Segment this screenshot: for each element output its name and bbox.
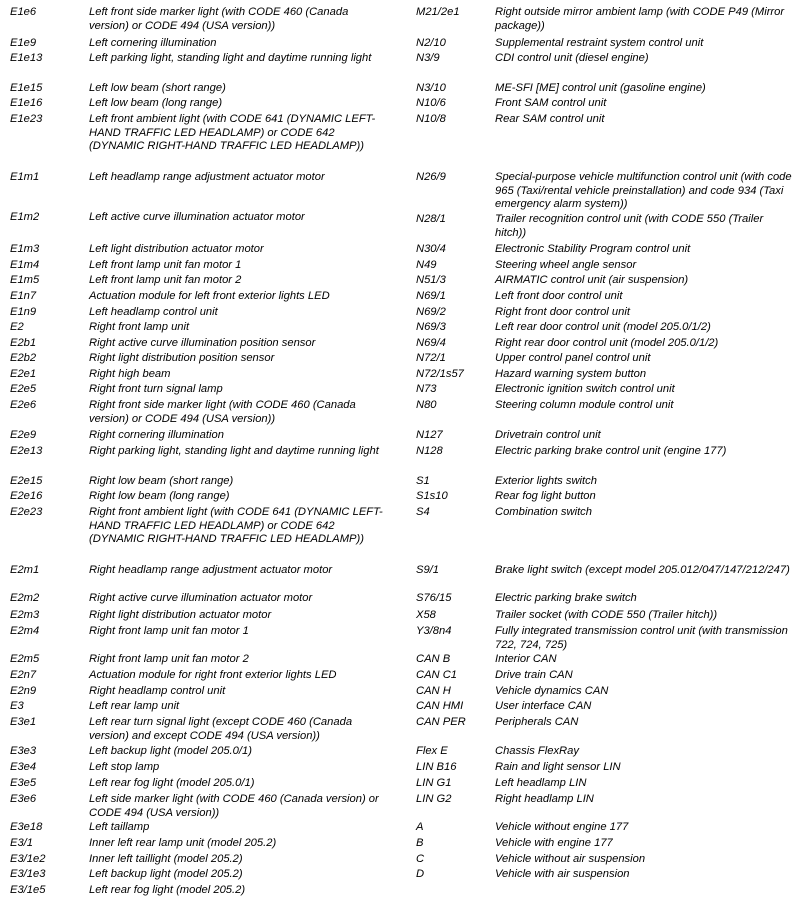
component-code: N3/10 [416,82,446,94]
component-code: E2m1 [10,564,40,576]
component-code: D [416,868,425,880]
component-description: Left front side marker light (with CODE 460 (Canada version) or CODE 494 (USA version)) [89,6,349,32]
component-description: Peripherals CAN [495,716,579,728]
component-code: LIN G2 [416,793,452,805]
component-description: Upper control panel control unit [495,352,651,364]
component-description: Vehicle without air suspension [495,853,646,865]
component-description: Right front side marker light (with CODE 460 (Canada version) or CODE 494 (USA version)) [89,399,356,425]
component-description: Left rear lamp unit [89,700,180,712]
component-code: N30/4 [416,243,446,255]
component-code: E3/1e5 [10,884,46,896]
component-description: Brake light switch (except model 205.012/047/147/212/247) [495,564,790,576]
component-code: N26/9 [416,171,446,183]
component-code: M21/2e1 [416,6,460,18]
component-code: CAN B [416,653,451,665]
component-description: Right cornering illumination [89,429,224,441]
component-code: E2b1 [10,337,37,349]
component-code: E3/1 [10,837,34,849]
component-code: E2m5 [10,653,40,665]
component-description: Vehicle with engine 177 [495,837,613,849]
component-description: Actuation module for left front exterior lights LED [89,290,330,302]
component-code: E1e15 [10,82,43,94]
component-description: Left front ambient light (with CODE 641 (DYNAMIC LEFT-HAND TRAFFIC LED HEADLAMP) or CODE 642 (DYNAMIC RIGHT-HAND TRAFFIC LED HEADLAMP)) [89,113,376,152]
component-code: Y3/8n4 [416,625,452,637]
component-description: Right headlamp control unit [89,685,226,697]
component-description: Right front door control unit [495,306,630,318]
component-description: Steering wheel angle sensor [495,259,637,271]
component-code: N69/1 [416,290,446,302]
component-description: Left rear door control unit (model 205.0/1/2) [495,321,711,333]
component-code: S1s10 [416,490,448,502]
component-code: E1e23 [10,113,43,125]
component-code: E2e9 [10,429,37,441]
component-description: Left front lamp unit fan motor 2 [89,274,242,286]
component-code: E1e13 [10,52,43,64]
component-description: Right active curve illumination position sensor [89,337,316,349]
component-description: Drivetrain control unit [495,429,601,441]
component-description: CDI control unit (diesel engine) [495,52,649,64]
component-code: N69/3 [416,321,446,333]
component-description: Left low beam (long range) [89,97,223,109]
component-description: Left backup light (model 205.0/1) [89,745,252,757]
component-code: N3/9 [416,52,440,64]
component-code: E2e23 [10,506,43,518]
component-description: Right front ambient light (with CODE 641 (DYNAMIC LEFT-HAND TRAFFIC LED HEADLAMP) or CODE 642 (DYNAMIC RIGHT-HAND TRAFFIC LED HEADLAMP)) [89,506,383,545]
component-code: Flex E [416,745,448,757]
component-code: E2e1 [10,368,37,380]
component-code: E2n7 [10,669,37,681]
component-description: Supplemental restraint system control unit [495,37,704,49]
component-description: Interior CAN [495,653,557,665]
component-description: Left rear turn signal light (except CODE 460 (Canada version) and except CODE 494 (USA version)) [89,716,353,742]
component-description: Left headlamp LIN [495,777,587,789]
component-description: Electric parking brake switch [495,592,637,604]
component-code: CAN H [416,685,451,697]
component-description: Electric parking brake control unit (engine 177) [495,445,727,457]
component-code: A [416,821,424,833]
component-code: E1m2 [10,211,40,223]
component-code: E1m5 [10,274,40,286]
component-description: Left front door control unit [495,290,623,302]
component-description: Chassis FlexRay [495,745,579,757]
component-description: Vehicle dynamics CAN [495,685,609,697]
component-description: Right high beam [89,368,171,380]
component-code: N10/8 [416,113,446,125]
component-description: Left parking light, standing light and daytime running light [89,52,372,64]
component-code: N69/4 [416,337,446,349]
component-code: E2m2 [10,592,40,604]
component-code: N49 [416,259,437,271]
component-code: E2 [10,321,24,333]
component-code: E1m4 [10,259,40,271]
component-description: Left active curve illumination actuator motor [89,211,305,223]
component-code: E1e9 [10,37,37,49]
component-code: E2e6 [10,399,37,411]
component-description: Left low beam (short range) [89,82,226,94]
component-code: E1n7 [10,290,37,302]
component-code: C [416,853,425,865]
component-code: X58 [416,609,436,621]
component-description: Exterior lights switch [495,475,597,487]
component-code: N28/1 [416,213,446,225]
component-description: Left headlamp control unit [89,306,218,318]
component-description: Front SAM control unit [495,97,607,109]
component-description: Vehicle without engine 177 [495,821,629,833]
component-code: E1m3 [10,243,40,255]
component-code: E1n9 [10,306,37,318]
component-code: N72/1 [416,352,446,364]
component-description: Left stop lamp [89,761,160,773]
component-code: CAN C1 [416,669,458,681]
component-code: N51/3 [416,274,446,286]
component-description: Drive train CAN [495,669,573,681]
component-description: Right parking light, standing light and daytime running light [89,445,379,457]
component-code: E3 [10,700,24,712]
component-description: Left side marker light (with CODE 460 (Canada version) or CODE 494 (USA version)) [89,793,379,819]
component-code: E3e1 [10,716,37,728]
component-description: Actuation module for right front exterior lights LED [89,669,337,681]
component-description: Right low beam (long range) [89,490,230,502]
component-code: N69/2 [416,306,446,318]
component-description: Electronic ignition switch control unit [495,383,675,395]
component-description: Left rear fog light (model 205.0/1) [89,777,255,789]
component-code: E1e6 [10,6,37,18]
component-code: E2e16 [10,490,43,502]
component-code: E2e15 [10,475,43,487]
component-description: Right front turn signal lamp [89,383,223,395]
component-description: Special-purpose vehicle multifunction control unit (with code 965 (Taxi/rental vehicle preinstallation) and code 934 (Taxi emergency alarm system)) [495,171,792,210]
component-code: E2b2 [10,352,37,364]
component-description: ME-SFI [ME] control unit (gasoline engine) [495,82,706,94]
component-code: E1m1 [10,171,40,183]
component-description: Rear SAM control unit [495,113,605,125]
component-code: E3e6 [10,793,37,805]
component-description: Right rear door control unit (model 205.0/1/2) [495,337,719,349]
component-description: Inner left taillight (model 205.2) [89,853,243,865]
component-description: AIRMATIC control unit (air suspension) [495,274,689,286]
component-description: Vehicle with air suspension [495,868,630,880]
component-code: N10/6 [416,97,446,109]
component-description: Right headlamp range adjustment actuator motor [89,564,333,576]
component-code: S76/15 [416,592,452,604]
component-description: Inner left rear lamp unit (model 205.2) [89,837,277,849]
component-description: Rain and light sensor LIN [495,761,621,773]
component-code: E3e5 [10,777,37,789]
component-description: Left light distribution actuator motor [89,243,264,255]
component-description: Left rear fog light (model 205.2) [89,884,246,896]
component-code: LIN G1 [416,777,452,789]
component-code: S4 [416,506,430,518]
component-code: B [416,837,424,849]
component-code: E2m4 [10,625,40,637]
component-code: S9/1 [416,564,440,576]
component-description: Left cornering illumination [89,37,217,49]
component-description: Right headlamp LIN [495,793,594,805]
component-description: Fully integrated transmission control unit (with transmission 722, 724, 725) [495,625,788,651]
component-code: E3e18 [10,821,43,833]
component-code: N80 [416,399,437,411]
component-description: Left front lamp unit fan motor 1 [89,259,242,271]
component-code: E2m3 [10,609,40,621]
component-code: S1 [416,475,430,487]
component-description: Left headlamp range adjustment actuator motor [89,171,325,183]
component-code: N127 [416,429,443,441]
component-code: N73 [416,383,437,395]
component-code: E3/1e3 [10,868,46,880]
component-code: E2e5 [10,383,37,395]
component-description: User interface CAN [495,700,592,712]
component-description: Combination switch [495,506,593,518]
component-description: Rear fog light button [495,490,596,502]
component-description: Right light distribution position sensor [89,352,275,364]
component-code: N2/10 [416,37,446,49]
component-description: Steering column module control unit [495,399,674,411]
component-description: Electronic Stability Program control unit [495,243,691,255]
component-description: Right light distribution actuator motor [89,609,272,621]
component-code: E2e13 [10,445,43,457]
component-description: Right front lamp unit fan motor 2 [89,653,249,665]
component-code: E3e4 [10,761,37,773]
component-code: CAN HMI [416,700,464,712]
component-description: Trailer recognition control unit (with CODE 550 (Trailer hitch)) [495,213,764,239]
component-code: LIN B16 [416,761,457,773]
component-description: Right active curve illumination actuator motor [89,592,313,604]
component-code: N128 [416,445,443,457]
component-code: CAN PER [416,716,466,728]
component-description: Left taillamp [89,821,150,833]
component-description: Left backup light (model 205.2) [89,868,243,880]
component-description: Right outside mirror ambient lamp (with CODE P49 (Mirror package)) [495,6,785,32]
component-code: E3e3 [10,745,37,757]
component-description: Right front lamp unit [89,321,190,333]
component-description: Right low beam (short range) [89,475,234,487]
component-code: E3/1e2 [10,853,46,865]
component-code: E1e16 [10,97,43,109]
component-code: E2n9 [10,685,37,697]
component-description: Hazard warning system button [495,368,647,380]
component-description: Right front lamp unit fan motor 1 [89,625,249,637]
component-code: N72/1s57 [416,368,464,380]
component-description: Trailer socket (with CODE 550 (Trailer hitch)) [495,609,718,621]
